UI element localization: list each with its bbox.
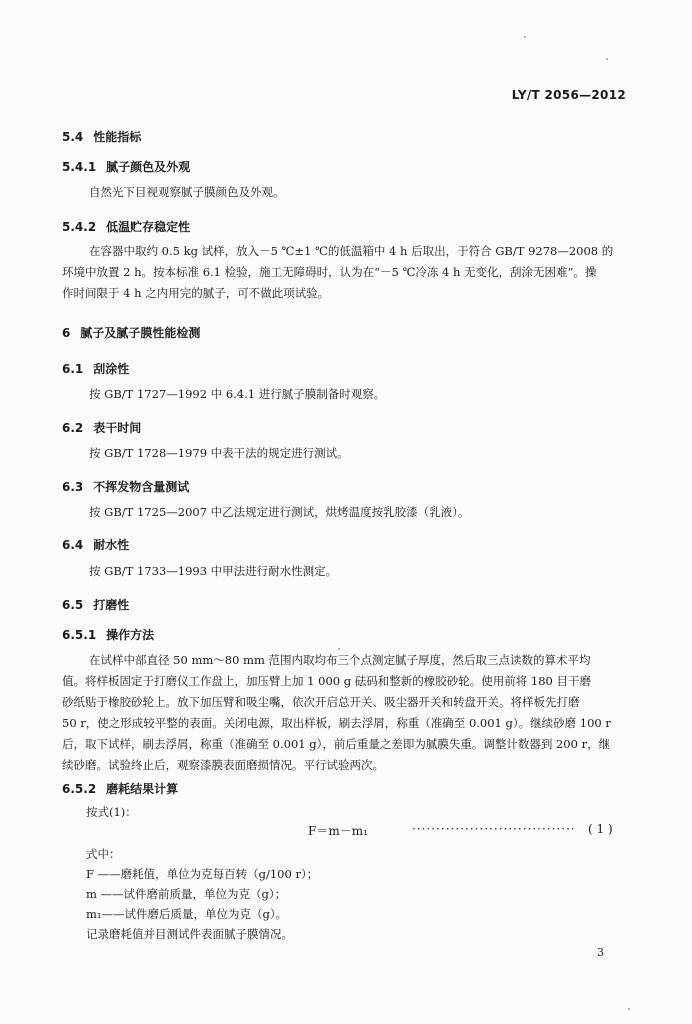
paragraph-6-1 xyxy=(62,384,624,405)
text-line: 值。将样板固定于打磨仪工作盘上，加压臂上加 1 000 g 砝码和整新的橡胶砂轮。使用前将 180 目干磨 xyxy=(62,674,592,688)
text-line: 50 r，使之形成较平整的表面。关闭电源，取出样板，刷去浮屑，称重（准确至 0.001 g）。继续砂磨 100 r xyxy=(62,716,611,730)
heading-6-3 xyxy=(62,478,189,495)
heading-number: 6 xyxy=(62,326,71,340)
text-line: 按 GB/T 1728—1979 中表干法的规定进行测试。 xyxy=(89,446,349,460)
formula-intro: 按式(1)： xyxy=(86,805,137,819)
heading-6 xyxy=(62,324,200,341)
heading-number: 5.4.2 xyxy=(62,220,97,234)
formula-leader-dots: ·································· xyxy=(412,822,576,836)
scan-speck xyxy=(628,1008,630,1010)
heading-title: 打磨性 xyxy=(93,598,130,612)
heading-number: 6.4 xyxy=(62,538,84,552)
where-label: 式中： xyxy=(86,847,121,861)
standard-code: LY/T 2056—2012 xyxy=(511,88,626,102)
paragraph-6-5-1 xyxy=(62,650,624,776)
where-item-f: F ——磨耗值，单位为克每百转（g/100 r）； xyxy=(86,867,319,881)
paragraph-5-4-2 xyxy=(62,241,624,304)
paragraph-6-3 xyxy=(62,502,624,523)
heading-number: 6.3 xyxy=(62,480,84,494)
paragraph-5-4-1 xyxy=(62,182,624,203)
heading-6-5-2 xyxy=(62,780,178,797)
page-number: 3 xyxy=(597,946,604,959)
heading-number: 6.2 xyxy=(62,421,84,435)
text-line: 自然光下目视观察腻子膜颜色及外观。 xyxy=(89,185,285,199)
heading-6-5-1 xyxy=(62,626,154,643)
paragraph-6-2 xyxy=(62,443,624,464)
heading-title: 表干时间 xyxy=(93,421,142,435)
heading-number: 6.1 xyxy=(62,362,84,376)
heading-6-2 xyxy=(62,419,141,436)
formula-expression: F＝m－m₁ xyxy=(308,824,368,838)
heading-title: 不挥发物含量测试 xyxy=(93,480,190,494)
heading-number: 5.4.1 xyxy=(62,160,97,174)
heading-6-1 xyxy=(62,360,129,377)
heading-6-5 xyxy=(62,596,129,613)
heading-title: 刮涂性 xyxy=(93,362,130,376)
heading-title: 腻子及腻子膜性能检测 xyxy=(80,326,201,340)
text-line: 在容器中取约 0.5 kg 试样，放入－5 ℃±1 ℃的低温箱中 4 h 后取出，于符合 GB/T 9278—2008 的 xyxy=(89,244,614,258)
heading-title: 磨耗结果计算 xyxy=(106,782,179,796)
where-item-m1: m₁——试件磨后质量，单位为克（g）。 xyxy=(86,907,288,921)
text-line: 按 GB/T 1727—1992 中 6.4.1 进行腻子膜制备时观察。 xyxy=(89,387,386,401)
text-line: 环境中放置 2 h。按本标准 6.1 检验，施工无障碍时，认为在“－5 ℃冷冻 4 h 无变化，刮涂无困难”。操 xyxy=(62,265,597,279)
closing-sentence: 记录磨耗值并目测试件表面腻子膜情况。 xyxy=(86,927,293,941)
text-line: 作时间限于 4 h 之内用完的腻子，可不做此项试验。 xyxy=(62,286,330,300)
heading-title: 腻子颜色及外观 xyxy=(106,160,191,174)
paragraph-6-4 xyxy=(62,561,624,582)
scan-speck xyxy=(524,36,526,38)
heading-title: 耐水性 xyxy=(93,538,130,552)
text-line: 后，取下试样，刷去浮屑，称重（准确至 0.001 g），前后重量之差即为腻膜失重。调整计数器到 200 r，继 xyxy=(62,737,611,751)
heading-5-4-2 xyxy=(62,218,190,235)
heading-5-4 xyxy=(62,128,141,145)
heading-number: 6.5.1 xyxy=(62,628,97,642)
heading-number: 6.5 xyxy=(62,598,84,612)
heading-5-4-1 xyxy=(62,158,190,175)
heading-number: 5.4 xyxy=(62,130,84,144)
heading-6-4 xyxy=(62,536,129,553)
where-item-m: m ——试件磨前质量，单位为克（g）； xyxy=(86,887,287,901)
text-line: 砂纸贴于橡胶砂轮上。放下加压臂和吸尘嘴，依次开启总开关、吸尘器开关和转盘开关。将样板先打磨 xyxy=(62,695,580,709)
heading-title: 性能指标 xyxy=(93,130,142,144)
text-line: 按 GB/T 1733—1993 中甲法进行耐水性测定。 xyxy=(89,564,338,578)
text-line: 按 GB/T 1725—2007 中乙法规定进行测试，烘烤温度按乳胶漆（乳液）。 xyxy=(89,505,470,519)
heading-number: 6.5.2 xyxy=(62,782,97,796)
equation-number: ( 1 ) xyxy=(588,822,613,836)
heading-title: 低温贮存稳定性 xyxy=(106,220,191,234)
scan-speck xyxy=(338,648,340,650)
heading-title: 操作方法 xyxy=(106,628,155,642)
text-line: 续砂磨。试验终止后，观察漆膜表面磨损情况。平行试验两次。 xyxy=(62,758,384,772)
text-line: 在试样中部直径 50 mm～80 mm 范围内取均布三个点测定腻子厚度，然后取三点读数的算术平均 xyxy=(89,653,591,667)
scan-speck xyxy=(606,58,608,60)
